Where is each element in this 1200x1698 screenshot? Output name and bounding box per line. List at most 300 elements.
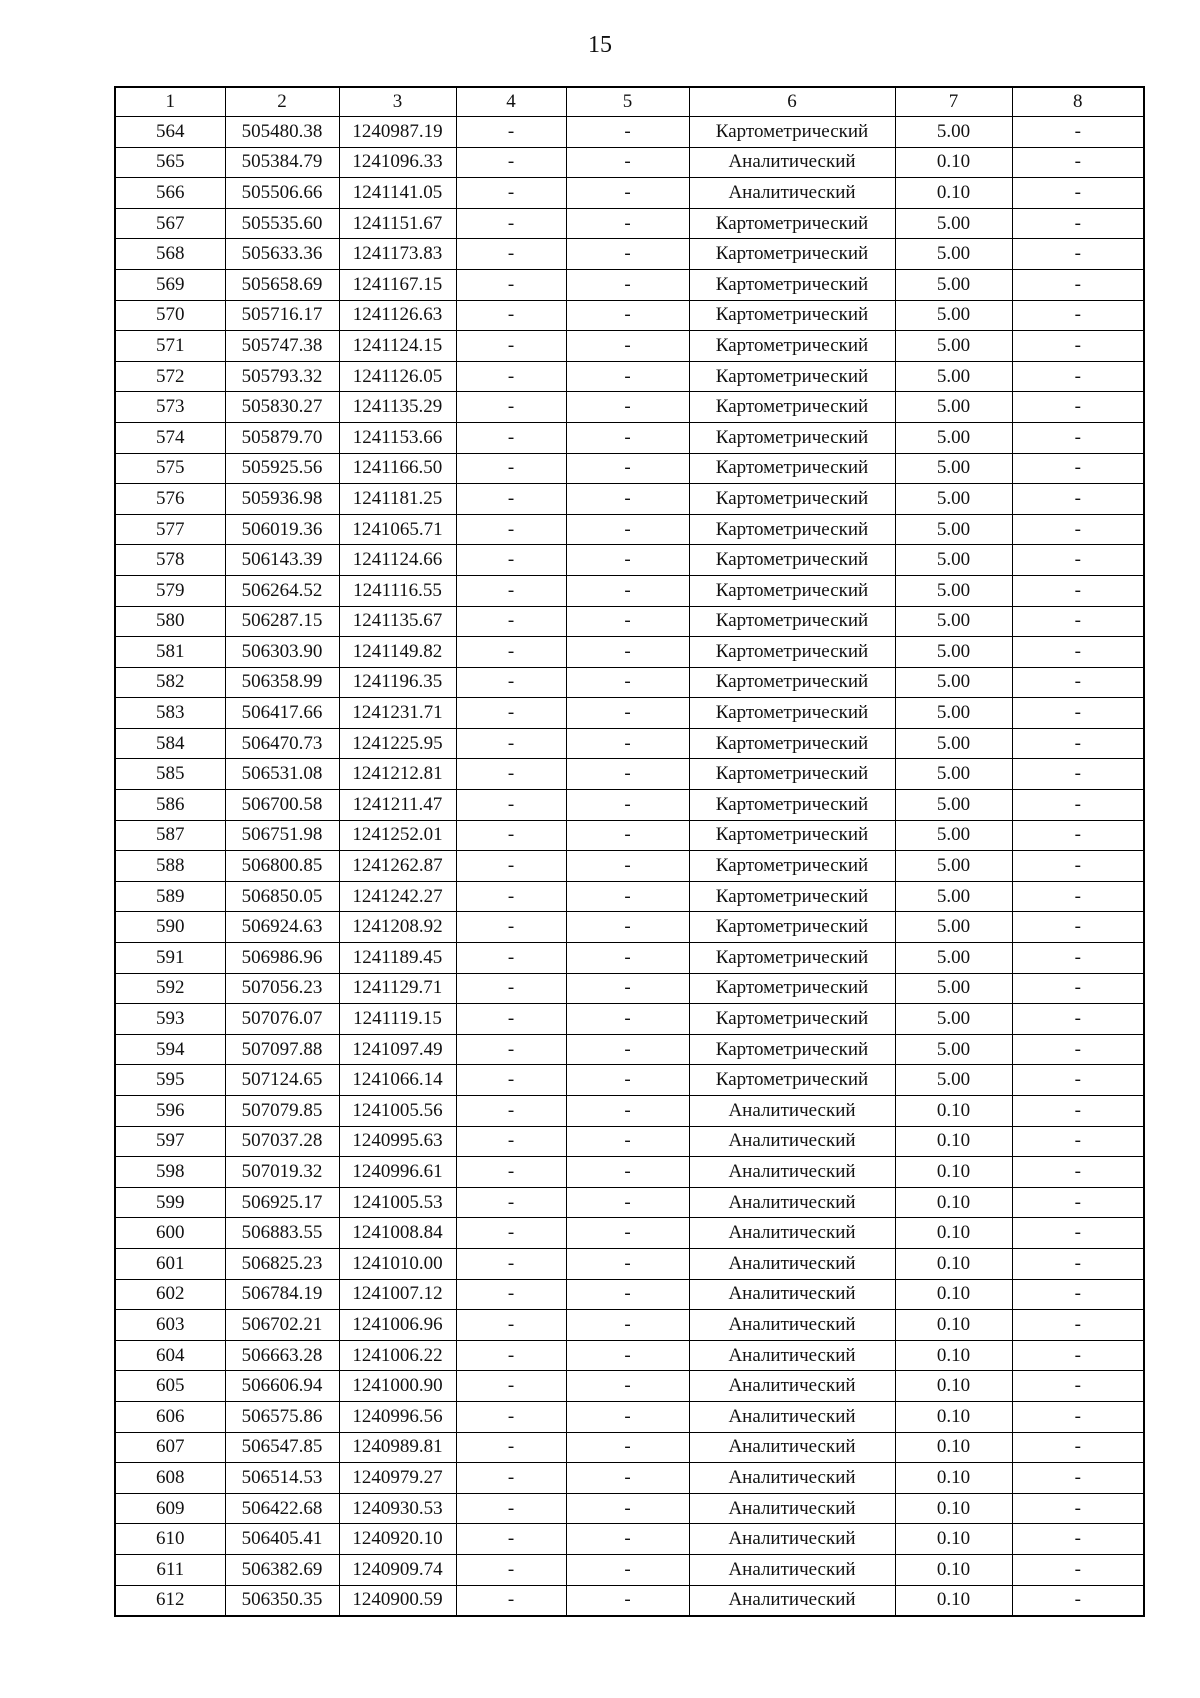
column-4-cell: - [456, 331, 566, 362]
y-coordinate-cell: 1241166.50 [339, 453, 456, 484]
column-4-cell: - [456, 208, 566, 239]
table-row [115, 453, 1144, 484]
column-8-cell: - [1012, 514, 1144, 545]
table-row [115, 1157, 1144, 1188]
column-4-cell: - [456, 484, 566, 515]
x-coordinate-cell: 506547.85 [225, 1432, 339, 1463]
point-number-cell: 604 [115, 1340, 225, 1371]
y-coordinate-cell: 1241135.67 [339, 606, 456, 637]
method-cell: Аналитический [689, 1279, 895, 1310]
point-number-cell: 579 [115, 575, 225, 606]
column-8-cell: - [1012, 1432, 1144, 1463]
column-5-cell: - [566, 1248, 689, 1279]
method-cell: Аналитический [689, 1524, 895, 1555]
x-coordinate-cell: 506663.28 [225, 1340, 339, 1371]
point-number-cell: 594 [115, 1034, 225, 1065]
method-cell: Картометрический [689, 575, 895, 606]
y-coordinate-cell: 1241124.66 [339, 545, 456, 576]
column-4-cell: - [456, 1034, 566, 1065]
column-8-cell: - [1012, 1279, 1144, 1310]
column-5-cell: - [566, 790, 689, 821]
column-5-cell: - [566, 331, 689, 362]
x-coordinate-cell: 506382.69 [225, 1554, 339, 1585]
column-4-cell: - [456, 759, 566, 790]
point-number-cell: 593 [115, 1004, 225, 1035]
column-4-cell: - [456, 881, 566, 912]
table-row [115, 1004, 1144, 1035]
accuracy-cell: 0.10 [895, 1218, 1012, 1249]
table-body [115, 117, 1144, 1617]
column-4-cell: - [456, 1310, 566, 1341]
method-cell: Аналитический [689, 1401, 895, 1432]
y-coordinate-cell: 1241126.63 [339, 300, 456, 331]
y-coordinate-cell: 1241126.05 [339, 361, 456, 392]
column-4-cell: - [456, 1401, 566, 1432]
column-4-cell: - [456, 147, 566, 178]
column-8-cell: - [1012, 239, 1144, 270]
x-coordinate-cell: 506850.05 [225, 881, 339, 912]
method-cell: Картометрический [689, 606, 895, 637]
accuracy-cell: 5.00 [895, 453, 1012, 484]
point-number-cell: 598 [115, 1157, 225, 1188]
table-row [115, 698, 1144, 729]
x-coordinate-cell: 506019.36 [225, 514, 339, 545]
accuracy-cell: 0.10 [895, 1371, 1012, 1402]
column-4-cell: - [456, 1432, 566, 1463]
column-5-cell: - [566, 1432, 689, 1463]
x-coordinate-cell: 505480.38 [225, 117, 339, 148]
table-row [115, 117, 1144, 148]
column-8-cell: - [1012, 545, 1144, 576]
point-number-cell: 568 [115, 239, 225, 270]
point-number-cell: 586 [115, 790, 225, 821]
y-coordinate-cell: 1241151.67 [339, 208, 456, 239]
accuracy-cell: 0.10 [895, 1524, 1012, 1555]
y-coordinate-cell: 1241262.87 [339, 851, 456, 882]
point-number-cell: 610 [115, 1524, 225, 1555]
column-4-cell: - [456, 790, 566, 821]
column-8-cell: - [1012, 637, 1144, 668]
column-4-cell: - [456, 575, 566, 606]
y-coordinate-cell: 1241173.83 [339, 239, 456, 270]
x-coordinate-cell: 505506.66 [225, 178, 339, 209]
column-4-cell: - [456, 1463, 566, 1494]
x-coordinate-cell: 507097.88 [225, 1034, 339, 1065]
x-coordinate-cell: 506702.21 [225, 1310, 339, 1341]
table-row [115, 1126, 1144, 1157]
column-8-cell: - [1012, 361, 1144, 392]
method-cell: Картометрический [689, 239, 895, 270]
column-5-cell: - [566, 117, 689, 148]
point-number-cell: 576 [115, 484, 225, 515]
point-number-cell: 608 [115, 1463, 225, 1494]
table-row [115, 514, 1144, 545]
point-number-cell: 588 [115, 851, 225, 882]
column-header-8: 8 [1012, 87, 1144, 117]
table-row [115, 484, 1144, 515]
x-coordinate-cell: 506986.96 [225, 943, 339, 974]
accuracy-cell: 0.10 [895, 1432, 1012, 1463]
y-coordinate-cell: 1241007.12 [339, 1279, 456, 1310]
method-cell: Аналитический [689, 178, 895, 209]
y-coordinate-cell: 1241006.96 [339, 1310, 456, 1341]
column-8-cell: - [1012, 1187, 1144, 1218]
column-4-cell: - [456, 1554, 566, 1585]
method-cell: Картометрический [689, 422, 895, 453]
column-4-cell: - [456, 1004, 566, 1035]
accuracy-cell: 5.00 [895, 667, 1012, 698]
table-row [115, 1554, 1144, 1585]
table-row [115, 1585, 1144, 1616]
method-cell: Аналитический [689, 1187, 895, 1218]
column-4-cell: - [456, 239, 566, 270]
accuracy-cell: 5.00 [895, 239, 1012, 270]
y-coordinate-cell: 1241066.14 [339, 1065, 456, 1096]
table-row [115, 208, 1144, 239]
method-cell: Аналитический [689, 1432, 895, 1463]
column-4-cell: - [456, 943, 566, 974]
point-number-cell: 573 [115, 392, 225, 423]
column-5-cell: - [566, 1279, 689, 1310]
point-number-cell: 605 [115, 1371, 225, 1402]
column-4-cell: - [456, 300, 566, 331]
column-8-cell: - [1012, 422, 1144, 453]
x-coordinate-cell: 507079.85 [225, 1096, 339, 1127]
table-row [115, 943, 1144, 974]
x-coordinate-cell: 507056.23 [225, 973, 339, 1004]
method-cell: Картометрический [689, 912, 895, 943]
x-coordinate-cell: 506575.86 [225, 1401, 339, 1432]
point-number-cell: 572 [115, 361, 225, 392]
x-coordinate-cell: 506264.52 [225, 575, 339, 606]
column-4-cell: - [456, 514, 566, 545]
x-coordinate-cell: 506358.99 [225, 667, 339, 698]
y-coordinate-cell: 1241010.00 [339, 1248, 456, 1279]
accuracy-cell: 5.00 [895, 759, 1012, 790]
column-5-cell: - [566, 1340, 689, 1371]
column-5-cell: - [566, 606, 689, 637]
method-cell: Картометрический [689, 453, 895, 484]
accuracy-cell: 5.00 [895, 117, 1012, 148]
column-8-cell: - [1012, 1554, 1144, 1585]
column-5-cell: - [566, 484, 689, 515]
column-8-cell: - [1012, 759, 1144, 790]
column-header-4: 4 [456, 87, 566, 117]
x-coordinate-cell: 505633.36 [225, 239, 339, 270]
column-header-6: 6 [689, 87, 895, 117]
point-number-cell: 602 [115, 1279, 225, 1310]
accuracy-cell: 5.00 [895, 269, 1012, 300]
y-coordinate-cell: 1241005.53 [339, 1187, 456, 1218]
table-row [115, 973, 1144, 1004]
method-cell: Аналитический [689, 1096, 895, 1127]
point-number-cell: 612 [115, 1585, 225, 1616]
table-row [115, 1463, 1144, 1494]
accuracy-cell: 0.10 [895, 1310, 1012, 1341]
table-row [115, 392, 1144, 423]
point-number-cell: 569 [115, 269, 225, 300]
table-row [115, 361, 1144, 392]
column-4-cell: - [456, 1493, 566, 1524]
column-4-cell: - [456, 1187, 566, 1218]
column-5-cell: - [566, 147, 689, 178]
x-coordinate-cell: 505535.60 [225, 208, 339, 239]
accuracy-cell: 5.00 [895, 606, 1012, 637]
column-header-1: 1 [115, 87, 225, 117]
table-row [115, 912, 1144, 943]
column-5-cell: - [566, 422, 689, 453]
y-coordinate-cell: 1240996.61 [339, 1157, 456, 1188]
column-5-cell: - [566, 239, 689, 270]
column-4-cell: - [456, 637, 566, 668]
method-cell: Картометрический [689, 1004, 895, 1035]
column-4-cell: - [456, 1248, 566, 1279]
y-coordinate-cell: 1240979.27 [339, 1463, 456, 1494]
column-5-cell: - [566, 178, 689, 209]
method-cell: Картометрический [689, 392, 895, 423]
x-coordinate-cell: 506925.17 [225, 1187, 339, 1218]
table-row [115, 851, 1144, 882]
column-8-cell: - [1012, 881, 1144, 912]
column-8-cell: - [1012, 790, 1144, 821]
x-coordinate-cell: 505658.69 [225, 269, 339, 300]
method-cell: Картометрический [689, 117, 895, 148]
table-row [115, 1279, 1144, 1310]
column-5-cell: - [566, 851, 689, 882]
column-4-cell: - [456, 973, 566, 1004]
y-coordinate-cell: 1241167.15 [339, 269, 456, 300]
x-coordinate-cell: 507019.32 [225, 1157, 339, 1188]
table-row [115, 1493, 1144, 1524]
accuracy-cell: 5.00 [895, 973, 1012, 1004]
y-coordinate-cell: 1240987.19 [339, 117, 456, 148]
point-number-cell: 609 [115, 1493, 225, 1524]
column-5-cell: - [566, 453, 689, 484]
table-row [115, 300, 1144, 331]
y-coordinate-cell: 1241196.35 [339, 667, 456, 698]
table-row [115, 575, 1144, 606]
point-number-cell: 574 [115, 422, 225, 453]
method-cell: Картометрический [689, 973, 895, 1004]
column-4-cell: - [456, 422, 566, 453]
table-row [115, 637, 1144, 668]
y-coordinate-cell: 1240930.53 [339, 1493, 456, 1524]
table-row [115, 178, 1144, 209]
column-8-cell: - [1012, 1157, 1144, 1188]
column-5-cell: - [566, 392, 689, 423]
method-cell: Аналитический [689, 1493, 895, 1524]
x-coordinate-cell: 506470.73 [225, 728, 339, 759]
accuracy-cell: 0.10 [895, 1279, 1012, 1310]
column-8-cell: - [1012, 851, 1144, 882]
table-row [115, 1187, 1144, 1218]
x-coordinate-cell: 506303.90 [225, 637, 339, 668]
method-cell: Картометрический [689, 728, 895, 759]
accuracy-cell: 5.00 [895, 637, 1012, 668]
point-number-cell: 592 [115, 973, 225, 1004]
point-number-cell: 583 [115, 698, 225, 729]
y-coordinate-cell: 1241212.81 [339, 759, 456, 790]
method-cell: Картометрический [689, 331, 895, 362]
table-row [115, 1401, 1144, 1432]
x-coordinate-cell: 505747.38 [225, 331, 339, 362]
x-coordinate-cell: 506287.15 [225, 606, 339, 637]
point-number-cell: 582 [115, 667, 225, 698]
column-8-cell: - [1012, 912, 1144, 943]
method-cell: Картометрический [689, 851, 895, 882]
x-coordinate-cell: 505925.56 [225, 453, 339, 484]
column-4-cell: - [456, 606, 566, 637]
y-coordinate-cell: 1241149.82 [339, 637, 456, 668]
column-5-cell: - [566, 1096, 689, 1127]
table-row [115, 820, 1144, 851]
y-coordinate-cell: 1241189.45 [339, 943, 456, 974]
x-coordinate-cell: 506700.58 [225, 790, 339, 821]
point-number-cell: 565 [115, 147, 225, 178]
column-8-cell: - [1012, 820, 1144, 851]
method-cell: Аналитический [689, 1585, 895, 1616]
x-coordinate-cell: 506825.23 [225, 1248, 339, 1279]
table-row [115, 239, 1144, 270]
y-coordinate-cell: 1241000.90 [339, 1371, 456, 1402]
method-cell: Аналитический [689, 1463, 895, 1494]
accuracy-cell: 0.10 [895, 1248, 1012, 1279]
y-coordinate-cell: 1241065.71 [339, 514, 456, 545]
y-coordinate-cell: 1241211.47 [339, 790, 456, 821]
method-cell: Картометрический [689, 1065, 895, 1096]
column-4-cell: - [456, 453, 566, 484]
page-number: 15 [588, 32, 612, 58]
point-number-cell: 596 [115, 1096, 225, 1127]
table-row [115, 1065, 1144, 1096]
point-number-cell: 587 [115, 820, 225, 851]
x-coordinate-cell: 506606.94 [225, 1371, 339, 1402]
accuracy-cell: 0.10 [895, 178, 1012, 209]
y-coordinate-cell: 1241135.29 [339, 392, 456, 423]
point-number-cell: 584 [115, 728, 225, 759]
column-8-cell: - [1012, 698, 1144, 729]
method-cell: Картометрический [689, 943, 895, 974]
y-coordinate-cell: 1241208.92 [339, 912, 456, 943]
column-4-cell: - [456, 728, 566, 759]
method-cell: Картометрический [689, 698, 895, 729]
point-number-cell: 595 [115, 1065, 225, 1096]
table-row [115, 269, 1144, 300]
column-4-cell: - [456, 1585, 566, 1616]
method-cell: Картометрический [689, 361, 895, 392]
accuracy-cell: 5.00 [895, 484, 1012, 515]
accuracy-cell: 0.10 [895, 1187, 1012, 1218]
point-number-cell: 566 [115, 178, 225, 209]
accuracy-cell: 5.00 [895, 331, 1012, 362]
column-8-cell: - [1012, 1034, 1144, 1065]
y-coordinate-cell: 1241116.55 [339, 575, 456, 606]
point-number-cell: 600 [115, 1218, 225, 1249]
method-cell: Аналитический [689, 147, 895, 178]
point-number-cell: 603 [115, 1310, 225, 1341]
column-4-cell: - [456, 269, 566, 300]
column-5-cell: - [566, 1126, 689, 1157]
point-number-cell: 570 [115, 300, 225, 331]
column-5-cell: - [566, 820, 689, 851]
method-cell: Картометрический [689, 545, 895, 576]
column-8-cell: - [1012, 453, 1144, 484]
point-number-cell: 567 [115, 208, 225, 239]
column-5-cell: - [566, 1401, 689, 1432]
column-5-cell: - [566, 1065, 689, 1096]
y-coordinate-cell: 1241124.15 [339, 331, 456, 362]
column-4-cell: - [456, 1371, 566, 1402]
point-number-cell: 585 [115, 759, 225, 790]
column-5-cell: - [566, 943, 689, 974]
y-coordinate-cell: 1240920.10 [339, 1524, 456, 1555]
column-5-cell: - [566, 667, 689, 698]
column-8-cell: - [1012, 1585, 1144, 1616]
column-5-cell: - [566, 545, 689, 576]
column-8-cell: - [1012, 943, 1144, 974]
column-4-cell: - [456, 1157, 566, 1188]
accuracy-cell: 5.00 [895, 422, 1012, 453]
x-coordinate-cell: 506405.41 [225, 1524, 339, 1555]
accuracy-cell: 5.00 [895, 820, 1012, 851]
accuracy-cell: 5.00 [895, 392, 1012, 423]
column-5-cell: - [566, 1187, 689, 1218]
table-row [115, 1096, 1144, 1127]
column-4-cell: - [456, 667, 566, 698]
column-8-cell: - [1012, 606, 1144, 637]
accuracy-cell: 5.00 [895, 545, 1012, 576]
accuracy-cell: 5.00 [895, 912, 1012, 943]
y-coordinate-cell: 1240909.74 [339, 1554, 456, 1585]
table-row [115, 331, 1144, 362]
x-coordinate-cell: 505936.98 [225, 484, 339, 515]
method-cell: Картометрический [689, 269, 895, 300]
table-row [115, 759, 1144, 790]
x-coordinate-cell: 507124.65 [225, 1065, 339, 1096]
method-cell: Картометрический [689, 300, 895, 331]
x-coordinate-cell: 505384.79 [225, 147, 339, 178]
accuracy-cell: 0.10 [895, 1585, 1012, 1616]
column-8-cell: - [1012, 1248, 1144, 1279]
column-8-cell: - [1012, 269, 1144, 300]
table-row [115, 1034, 1144, 1065]
column-header-2: 2 [225, 87, 339, 117]
column-8-cell: - [1012, 1371, 1144, 1402]
accuracy-cell: 5.00 [895, 300, 1012, 331]
point-number-cell: 564 [115, 117, 225, 148]
table-row [115, 790, 1144, 821]
table-row [115, 1310, 1144, 1341]
column-5-cell: - [566, 912, 689, 943]
method-cell: Картометрический [689, 637, 895, 668]
y-coordinate-cell: 1241097.49 [339, 1034, 456, 1065]
column-5-cell: - [566, 1554, 689, 1585]
accuracy-cell: 0.10 [895, 1493, 1012, 1524]
column-header-3: 3 [339, 87, 456, 117]
column-8-cell: - [1012, 575, 1144, 606]
table-header-row [115, 87, 1144, 117]
method-cell: Аналитический [689, 1554, 895, 1585]
x-coordinate-cell: 506143.39 [225, 545, 339, 576]
table-row [115, 881, 1144, 912]
y-coordinate-cell: 1241242.27 [339, 881, 456, 912]
x-coordinate-cell: 505879.70 [225, 422, 339, 453]
column-8-cell: - [1012, 1065, 1144, 1096]
column-8-cell: - [1012, 484, 1144, 515]
table-row [115, 1371, 1144, 1402]
y-coordinate-cell: 1241129.71 [339, 973, 456, 1004]
column-4-cell: - [456, 1279, 566, 1310]
